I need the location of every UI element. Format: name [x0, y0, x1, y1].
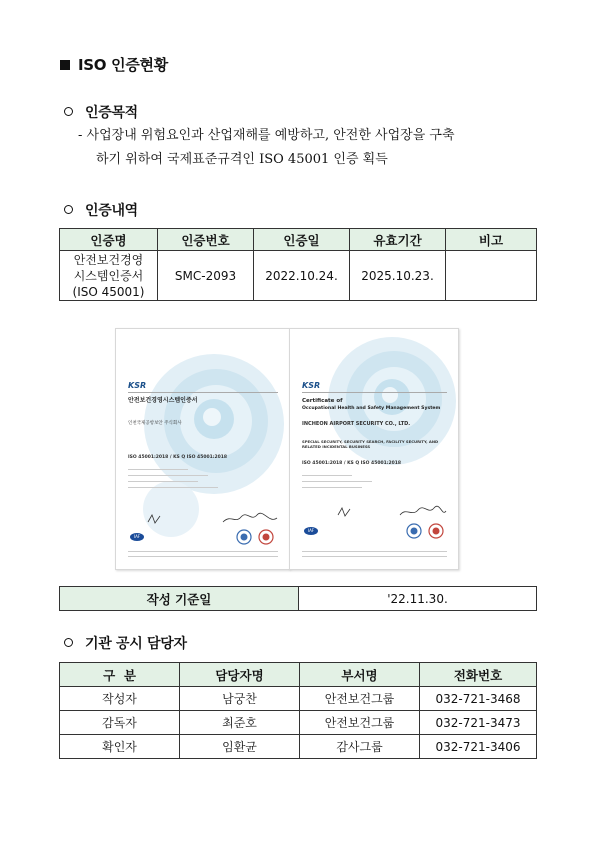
cert-name-cell: 안전보건경영 시스템인증서 (ISO 45001) [60, 251, 158, 301]
purpose-text-line2: 하기 위하여 국제표준규격인 ISO 45001 인증 획득 [96, 152, 388, 167]
col-header-name: 인증명 [60, 229, 158, 251]
divider [302, 556, 447, 557]
certificate-title: 안전보건경영시스템인증서 [128, 397, 198, 404]
purpose-text [78, 124, 455, 172]
certification-table [59, 228, 537, 301]
col-header-role: 구 분 [60, 663, 180, 687]
col-header-validity: 유효기간 [350, 229, 446, 251]
signature-image [221, 512, 281, 526]
col-header-note: 비고 [446, 229, 537, 251]
divider [128, 551, 278, 552]
name-cell: 남궁찬 [180, 687, 300, 711]
accreditation-seal-icon [406, 523, 422, 539]
cert-validity-cell: 2025.10.23. [350, 251, 446, 301]
iaf-logo: IAF [130, 533, 144, 541]
table-row [60, 687, 537, 711]
divider [302, 551, 447, 552]
circle-bullet-icon [64, 107, 73, 116]
role-cell: 작성자 [60, 687, 180, 711]
ksr-logo: KSR [128, 381, 147, 390]
purpose-text-line1: - 사업장내 위험요인과 산업재해를 예방하고, 안전한 사업장을 구축 [78, 128, 455, 143]
table-row [60, 251, 537, 301]
divider [302, 475, 352, 476]
cert-number-cell: SMC-2093 [158, 251, 254, 301]
col-header-date: 인증일 [254, 229, 350, 251]
phone-cell: 032-721-3406 [420, 735, 537, 759]
certificate-standard: ISO 45001:2018 / KS Q ISO 45001:2018 [302, 461, 402, 466]
divider [128, 392, 278, 393]
accreditation-seal-icon [236, 529, 252, 545]
contacts-heading: 기관 공시 담당자 [64, 633, 187, 653]
certificate-title: Certificate of Occupational Health and Safety Management System [302, 398, 441, 411]
table-row [60, 735, 537, 759]
table-row [60, 587, 537, 611]
reference-date-table [59, 586, 537, 611]
accreditation-seal-icon [258, 529, 274, 545]
certificate-image-english [289, 328, 459, 570]
certification-table-header [60, 229, 537, 251]
reference-date-label: 작성 기준일 [60, 587, 299, 611]
col-header-phone: 전화번호 [420, 663, 537, 687]
dept-cell: 감사그룹 [300, 735, 420, 759]
certificate-image-korean [115, 328, 290, 570]
dept-cell: 안전보건그룹 [300, 687, 420, 711]
divider [128, 475, 208, 476]
certificate-standard: ISO 45001:2018 / KS Q ISO 45001:2018 [128, 455, 228, 460]
phone-cell: 032-721-3468 [420, 687, 537, 711]
col-header-dept: 부서명 [300, 663, 420, 687]
cert-note-cell [446, 251, 537, 301]
signature-image [146, 512, 166, 526]
divider [302, 487, 362, 488]
certificate-scope: SPECIAL SECURITY, SECURITY SEARCH, FACILITY SECURITY, AND RELATED INCIDENTAL BUSINESS [302, 439, 439, 449]
accreditation-seal-icon [428, 523, 444, 539]
purpose-heading: 인증목적 [64, 102, 138, 122]
cert-date-cell: 2022.10.24. [254, 251, 350, 301]
divider [128, 469, 188, 470]
ksr-logo: KSR [302, 381, 321, 390]
page-title: ISO 인증현황 [60, 54, 168, 75]
details-heading: 인증내역 [64, 200, 138, 220]
contacts-table [59, 662, 537, 759]
role-cell: 감독자 [60, 711, 180, 735]
name-cell: 임환균 [180, 735, 300, 759]
certificate-company: INCHEON AIRPORT SECURITY CO., LTD. [302, 421, 411, 427]
circle-bullet-icon [64, 205, 73, 214]
contacts-table-header [60, 663, 537, 687]
circle-bullet-icon [64, 638, 73, 647]
iaf-logo: IAF [304, 527, 318, 535]
divider [302, 481, 372, 482]
divider [302, 392, 447, 393]
divider [128, 487, 218, 488]
certificate-company: 인천국제공항보안 주식회사 [128, 421, 182, 426]
table-row [60, 711, 537, 735]
square-bullet-icon [60, 60, 70, 70]
phone-cell: 032-721-3473 [420, 711, 537, 735]
reference-date-value: '22.11.30. [299, 587, 537, 611]
dept-cell: 안전보건그룹 [300, 711, 420, 735]
divider [128, 556, 278, 557]
divider [128, 481, 198, 482]
col-header-name: 담당자명 [180, 663, 300, 687]
signature-image [398, 505, 448, 519]
signature-image [336, 505, 356, 519]
role-cell: 확인자 [60, 735, 180, 759]
name-cell: 최준호 [180, 711, 300, 735]
col-header-number: 인증번호 [158, 229, 254, 251]
